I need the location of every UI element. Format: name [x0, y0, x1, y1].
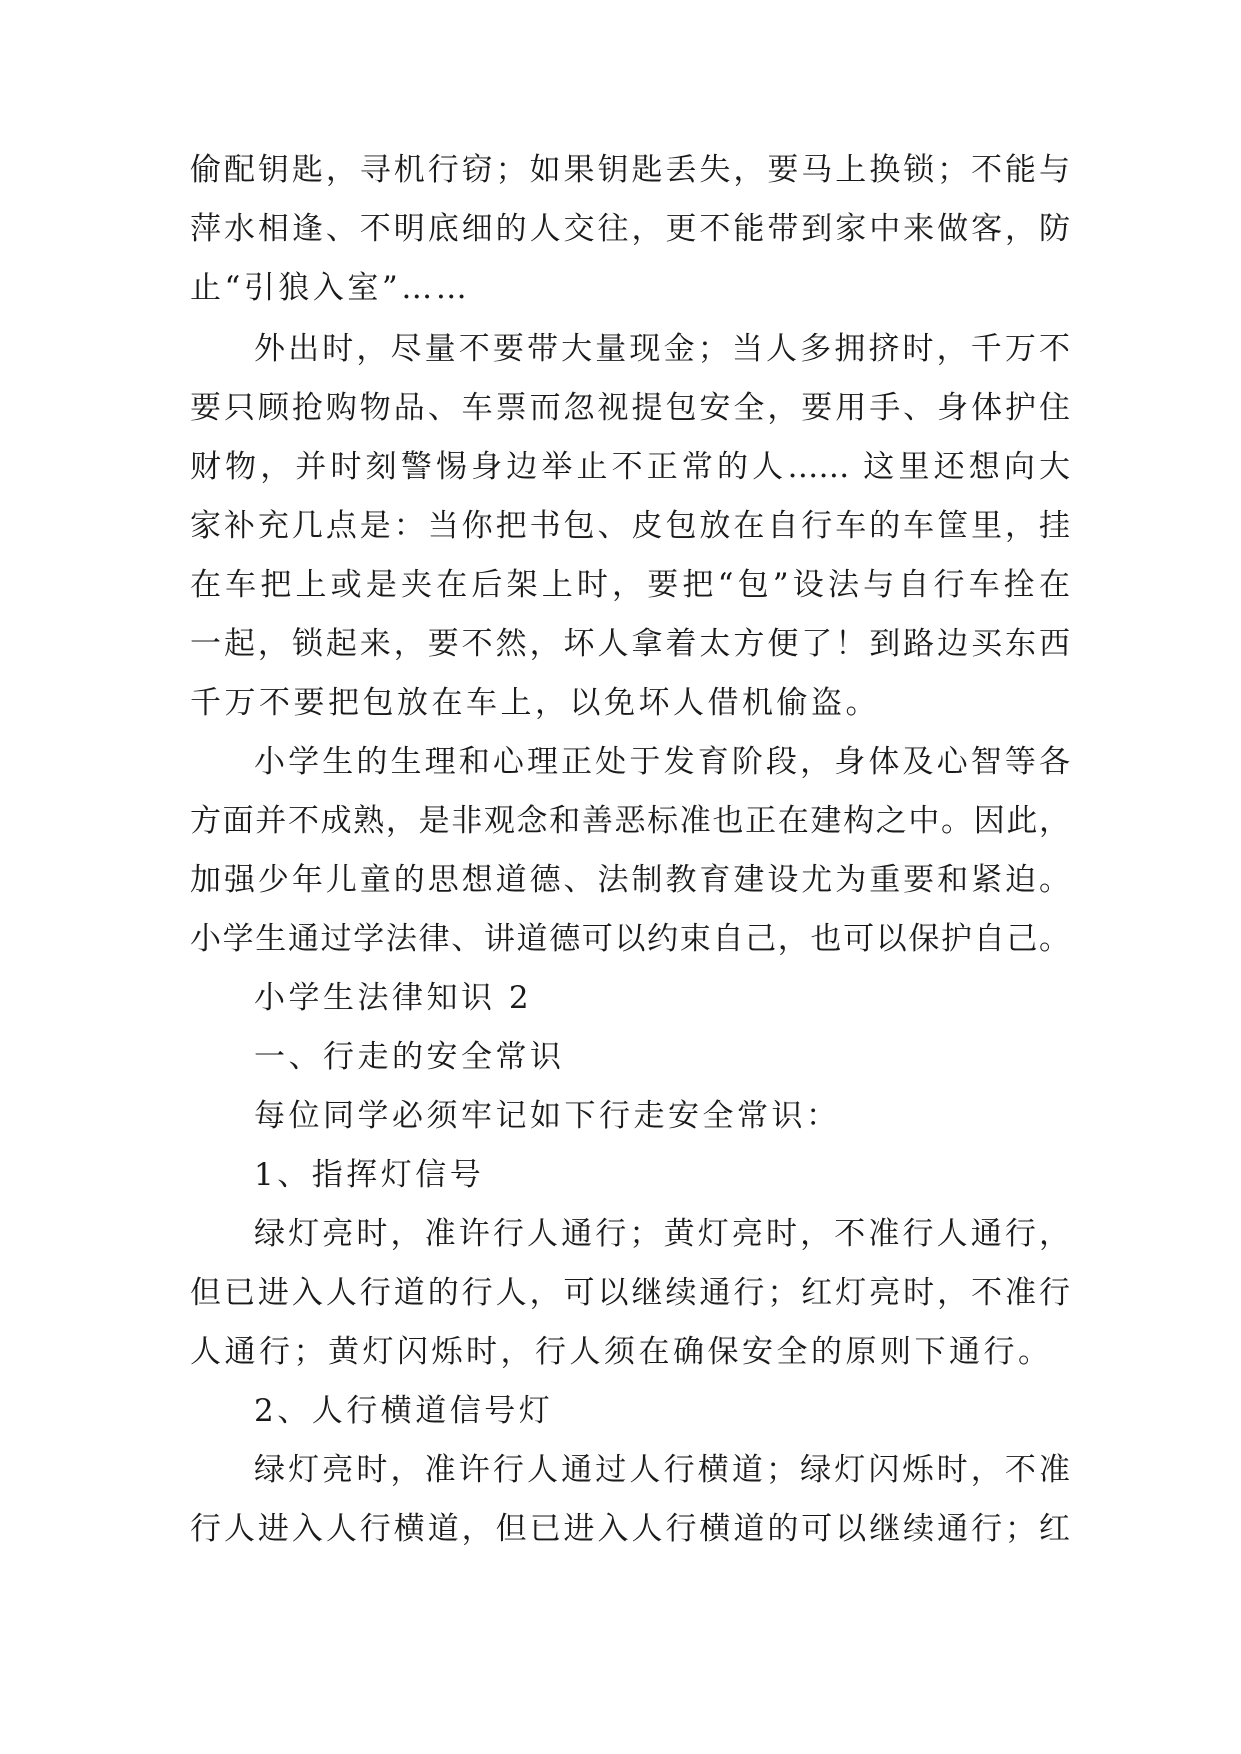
- text-line: 偷配钥匙，寻机行窃；如果钥匙丢失，要马上换锁；不能与: [190, 152, 1070, 188]
- text-line: 行人进入人行横道，但已进入人行横道的可以继续通行；红: [190, 1511, 1070, 1547]
- text-line: 但已进入人行道的行人，可以继续通行；红灯亮时，不准行: [190, 1275, 1070, 1311]
- text-line: 绿灯亮时，准许行人通行；黄灯亮时，不准行人通行，: [254, 1216, 1070, 1252]
- text-line: 止“引狼入室”……: [190, 270, 471, 306]
- text-line: 家补充几点是：当你把书包、皮包放在自行车的车筐里，挂: [190, 508, 1070, 544]
- list-heading: 1、指挥灯信号: [254, 1157, 485, 1193]
- text-line: 在车把上或是夹在后架上时，要把“包”设法与自行车拴在: [190, 567, 1070, 603]
- section-heading: 小学生法律知识 2: [254, 980, 533, 1016]
- text-line: 每位同学必须牢记如下行走安全常识：: [254, 1098, 841, 1134]
- text-line: 外出时，尽量不要带大量现金；当人多拥挤时，千万不: [254, 331, 1070, 367]
- text-line: 千万不要把包放在车上，以免坏人借机偷盗。: [190, 685, 880, 721]
- text-line: 要只顾抢购物品、车票而忽视提包安全，要用手、身体护住: [190, 390, 1070, 426]
- text-line: 方面并不成熟，是非观念和善恶标准也正在建构之中。因此，: [190, 803, 1070, 839]
- list-heading: 2、人行横道信号灯: [254, 1393, 554, 1429]
- text-line: 加强少年儿童的思想道德、法制教育建设尤为重要和紧迫。: [190, 862, 1070, 898]
- text-line: 财物，并时刻警惕身边举止不正常的人…… 这里还想向大: [190, 449, 1070, 485]
- text-line: 小学生的生理和心理正处于发育阶段，身体及心智等各: [254, 744, 1070, 780]
- text-line: 小学生通过学法律、讲道德可以约束自己，也可以保护自己。: [190, 921, 1070, 957]
- text-line: 萍水相逢、不明底细的人交往，更不能带到家中来做客，防: [190, 211, 1070, 247]
- text-line: 一起，锁起来，要不然，坏人拿着太方便了！到路边买东西: [190, 626, 1070, 662]
- subsection-heading: 一、行走的安全常识: [254, 1039, 565, 1075]
- text-line: 人通行；黄灯闪烁时，行人须在确保安全的原则下通行。: [190, 1334, 1053, 1370]
- text-line: 绿灯亮时，准许行人通过人行横道；绿灯闪烁时，不准: [254, 1452, 1070, 1488]
